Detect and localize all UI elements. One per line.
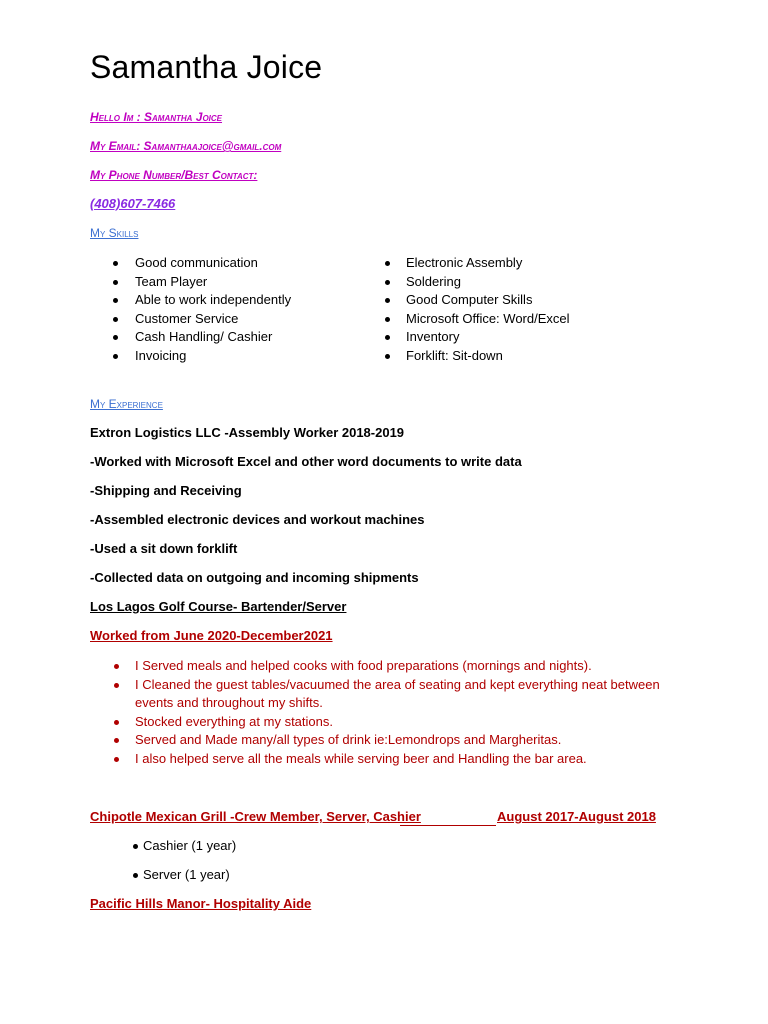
los-lagos-duties-list	[90, 657, 690, 769]
hello-line: Hello Im : Samantha Joice	[90, 110, 223, 124]
job-duty: -Worked with Microsoft Excel and other word documents to write data	[90, 454, 522, 469]
phone-label: My Phone Number/Best Contact:	[90, 168, 258, 182]
bullet-icon	[114, 720, 119, 725]
duty-item: I also helped serve all the meals while serving beer and Handling the bar area.	[90, 750, 690, 769]
job-title-extron: Extron Logistics LLC -Assembly Worker 2018-2019	[90, 425, 405, 440]
skills-heading: My Skills	[90, 226, 139, 240]
job-duty: -Shipping and Receiving	[90, 483, 242, 498]
bullet-icon	[385, 261, 390, 266]
bullet-icon	[113, 354, 118, 359]
duty-item: Stocked everything at my stations.	[90, 713, 690, 732]
bullet-icon	[114, 664, 119, 669]
job-title-pacific-hills: Pacific Hills Manor- Hospitality Aide	[90, 896, 312, 911]
bullet-icon	[113, 317, 118, 322]
bullet-icon	[113, 335, 118, 340]
job-duty: -Used a sit down forklift	[90, 541, 238, 556]
bullet-icon	[385, 280, 390, 285]
resume-name: Samantha Joice	[90, 49, 323, 85]
bullet-icon	[385, 317, 390, 322]
bullet-icon	[133, 873, 138, 878]
role-item: Server (1 year)	[133, 867, 230, 882]
role-item: Cashier (1 year)	[133, 838, 236, 853]
bullet-icon	[385, 354, 390, 359]
bullet-icon	[133, 844, 138, 849]
phone-number[interactable]: (408)607-7466	[90, 196, 176, 211]
duty-item: Served and Made many/all types of drink ie:Lemondrops and Margheritas.	[90, 731, 690, 750]
job-duty: -Collected data on outgoing and incoming shipments	[90, 570, 419, 585]
duty-item: I Cleaned the guest tables/vacuumed the area of seating and kept everything neat between events and throughout my shifts.	[90, 676, 690, 713]
email-line[interactable]: My Email: Samanthaajoice@gmail.com	[90, 139, 282, 153]
title-underline-fill	[400, 809, 496, 826]
resume-page: Samantha Joice Hello Im : Samantha Joice My Email: Samanthaajoice@gmail.com My Phone Number/Best Contact: (408)607-7466 My Skills Good communication Team Player Able to work independently Customer Service Cash Handling/ Cashier Invoicing Electronic Assembly Soldering Good Computer Skills Microsoft Office: Word/Excel Inventory Forklift: Sit-down My Experience Extron Logistics LLC -Assembly Worker 2018-2019 -Worked with Microsoft Excel and other word documents to write data -Shipping and Receiving -Assembled electronic devices and workout machines -Used a sit down forklift -Collected data on outgoing and incoming shipments Los Lagos Golf Course- Bartender/Server Worked from June 2020-December2021 I Served meals and helped cooks with food preparations (mornings and nights). I Cleaned the guest tables/vacuumed the area of seating and kept everything neat between events and throughout my shifts. Stocked everything at my stations. Served and Made many/all types of drink ie:Lemondrops and Margheritas. I also helped serve all the meals while serving beer and Handling the bar area. Chipotle Mexican Grill -Crew Member, Server, Cashier August 2017-August 2018 Cashier (1 year) Server (1 year) Pacific Hills Manor- Hospitality Aide	[0, 0, 768, 1024]
bullet-icon	[114, 738, 119, 743]
bullet-icon	[385, 335, 390, 340]
bullet-icon	[113, 298, 118, 303]
job-duty: -Assembled electronic devices and workout machines	[90, 512, 425, 527]
experience-heading: My Experience	[90, 397, 163, 411]
bullet-icon	[114, 757, 119, 762]
bullet-icon	[113, 261, 118, 266]
duty-item: I Served meals and helped cooks with food preparations (mornings and nights).	[90, 657, 690, 676]
job-dates-los-lagos: Worked from June 2020-December2021	[90, 628, 333, 643]
job-title-los-lagos: Los Lagos Golf Course- Bartender/Server	[90, 599, 347, 614]
job-title-chipotle: Chipotle Mexican Grill -Crew Member, Server, Cashier	[90, 809, 421, 824]
bullet-icon	[114, 683, 119, 688]
bullet-icon	[113, 280, 118, 285]
bullet-icon	[385, 298, 390, 303]
job-dates-chipotle: August 2017-August 2018	[497, 809, 656, 824]
